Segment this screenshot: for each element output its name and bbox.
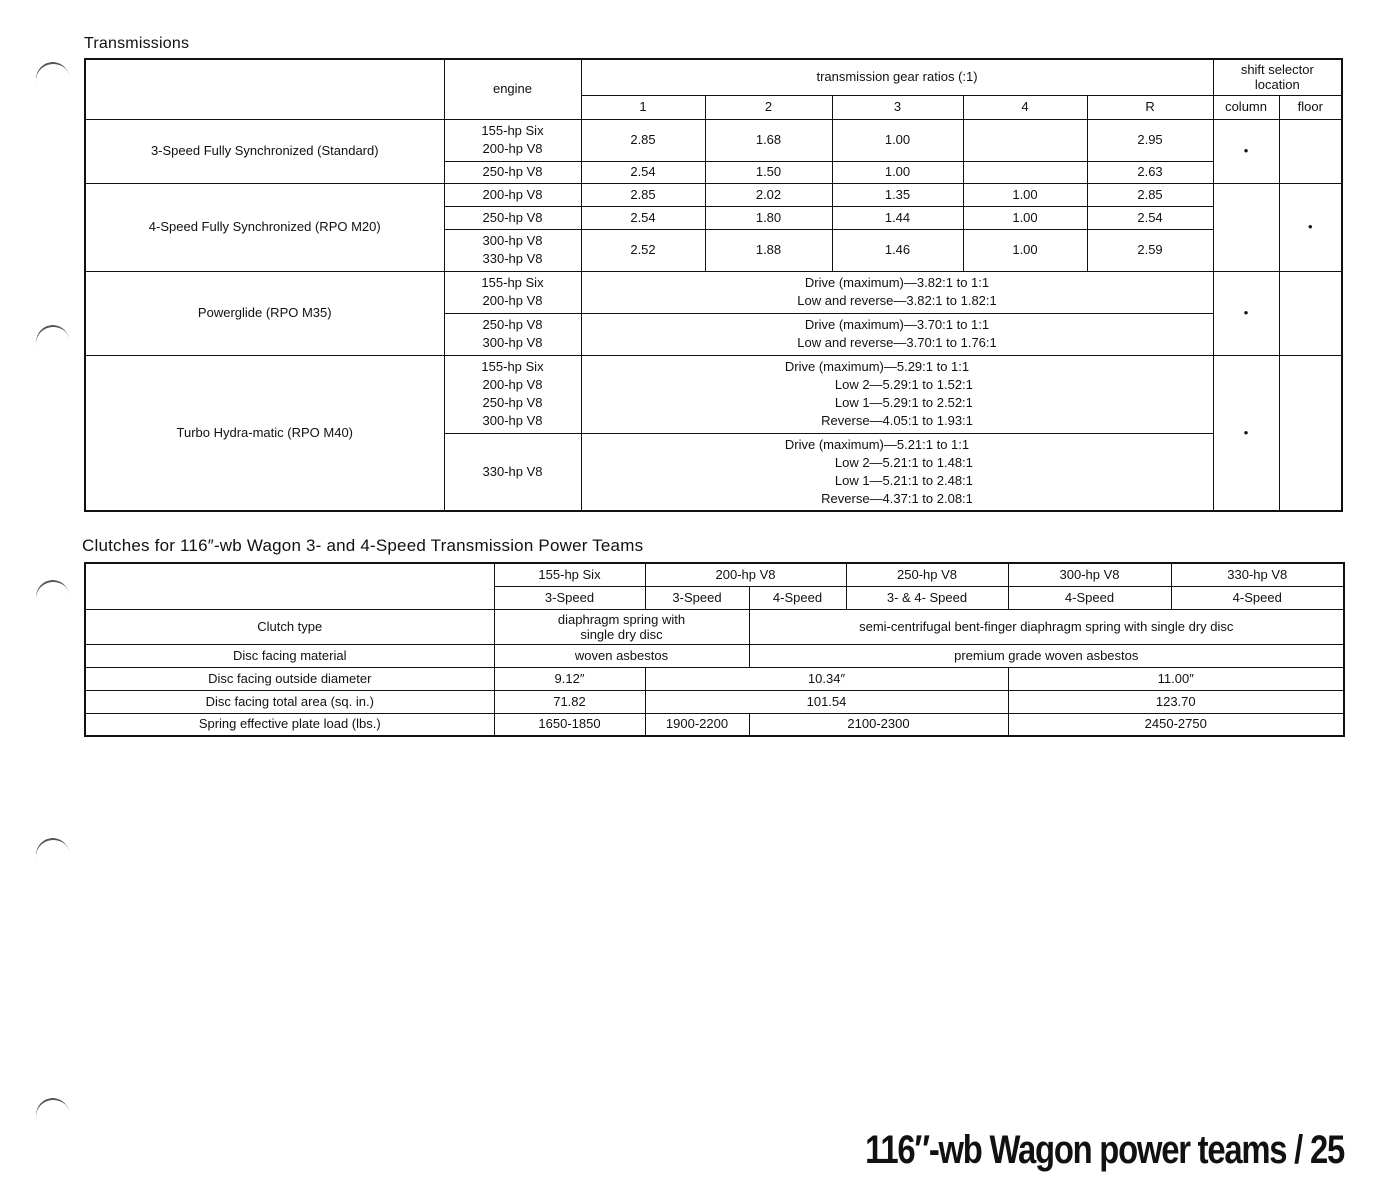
clutch-speed-header: 4-Speed [749, 586, 846, 609]
clutch-header-blank [85, 563, 494, 609]
ratio-cell: 2.52 [581, 229, 705, 271]
clutch-speed-header: 3- & 4- Speed [846, 586, 1008, 609]
three-speed-column-bullet: • [1213, 119, 1279, 183]
engine-cell [444, 355, 581, 433]
facing-material-cell: woven asbestos [494, 644, 749, 667]
ratio-range-cell [581, 271, 1213, 313]
clutch-speed-header: 4-Speed [1008, 586, 1171, 609]
table-row [85, 183, 1342, 206]
ratio-line: Drive (maximum)—3.82:1 to 1:1 [804, 275, 990, 290]
header-gear-r: R [1087, 95, 1213, 119]
table-row [85, 713, 1344, 736]
header-gear-2: 2 [705, 95, 832, 119]
header-engine: engine [444, 59, 581, 119]
ratio-cell: 1.88 [705, 229, 832, 271]
ratio-cell: 1.00 [963, 183, 1087, 206]
clutch-header-row-1 [85, 563, 1344, 586]
ratio-line: Low 1—5.29:1 to 2.52:1 [834, 395, 973, 410]
plate-load-cell: 1650-1850 [494, 713, 645, 736]
outside-diameter-cell: 11.00″ [1008, 667, 1344, 690]
clutches-table [84, 562, 1345, 737]
header-gear-1: 1 [581, 95, 705, 119]
engine-line: 200-hp V8 [482, 141, 543, 156]
ratio-line: Drive (maximum)—3.70:1 to 1:1 [804, 317, 990, 332]
ratio-line: Low 2—5.29:1 to 1.52:1 [834, 377, 973, 392]
punch-hole-4 [33, 835, 74, 877]
engine-line: 330-hp V8 [482, 463, 543, 479]
table-row [85, 119, 1342, 161]
engine-line: 155-hp Six [481, 359, 544, 374]
ratio-cell: 2.85 [1087, 183, 1213, 206]
engine-cell [444, 206, 581, 229]
ratio-cell: 2.54 [581, 161, 705, 183]
outside-diameter-label: Disc facing outside diameter [85, 667, 494, 690]
header-floor: floor [1279, 95, 1342, 119]
clutch-speed-header: 3-Speed [645, 586, 749, 609]
punch-hole-2 [33, 322, 74, 364]
ratio-line: Drive (maximum)—5.29:1 to 1:1 [784, 359, 970, 374]
four-speed-floor-bullet: • [1279, 183, 1342, 271]
engine-line: 330-hp V8 [482, 251, 543, 266]
ratio-cell: 2.85 [581, 119, 705, 161]
three-speed-label: 3-Speed Fully Synchronized (Standard) [85, 119, 444, 183]
ratio-cell: 2.59 [1087, 229, 1213, 271]
clutch-engine-header: 300-hp V8 [1008, 563, 1171, 586]
ratio-cell: 2.54 [581, 206, 705, 229]
total-area-cell: 123.70 [1008, 690, 1344, 713]
engine-line: 250-hp V8 [482, 209, 543, 225]
ratio-cell: 1.50 [705, 161, 832, 183]
ratio-line: Low and reverse—3.70:1 to 1.76:1 [797, 335, 997, 350]
total-area-cell: 101.54 [645, 690, 1008, 713]
engine-line: 200-hp V8 [482, 186, 543, 202]
ratio-cell: 1.35 [832, 183, 963, 206]
ratio-line: Low 1—5.21:1 to 2.48:1 [834, 472, 973, 488]
ratio-cell: 1.80 [705, 206, 832, 229]
ratio-line: Reverse—4.37:1 to 2.08:1 [821, 490, 973, 506]
engine-line: 300-hp V8 [482, 413, 543, 428]
clutch-speed-header: 4-Speed [1171, 586, 1344, 609]
punch-hole-3 [33, 577, 74, 619]
outside-diameter-cell: 9.12″ [494, 667, 645, 690]
powerglide-column-bullet: • [1213, 271, 1279, 355]
ratio-range-cell [581, 355, 1213, 433]
plate-load-cell: 2450-2750 [1008, 713, 1344, 736]
clutch-type-label: Clutch type [85, 609, 494, 644]
ratio-range-cell [581, 313, 1213, 355]
engine-cell [444, 271, 581, 313]
header-gear-4: 4 [963, 95, 1087, 119]
clutch-engine-header: 200-hp V8 [645, 563, 846, 586]
engine-cell [444, 161, 581, 183]
punch-hole-5 [33, 1095, 74, 1137]
engine-cell [444, 183, 581, 206]
table-row [85, 271, 1342, 313]
shift-selector-line: location [1254, 77, 1300, 93]
plate-load-label: Spring effective plate load (lbs.) [85, 713, 494, 736]
header-shift-selector [1213, 59, 1342, 95]
clutch-speed-header: 3-Speed [494, 586, 645, 609]
header-row-1 [85, 59, 1342, 95]
punch-hole-1 [33, 59, 74, 101]
engine-line: 250-hp V8 [482, 395, 543, 410]
engine-line: 155-hp Six [481, 275, 544, 290]
engine-cell [444, 433, 581, 511]
header-blank [85, 59, 444, 119]
total-area-label: Disc facing total area (sq. in.) [85, 690, 494, 713]
plate-load-cell: 1900-2200 [645, 713, 749, 736]
table-row [85, 355, 1342, 433]
engine-cell [444, 313, 581, 355]
engine-line: 300-hp V8 [482, 233, 543, 248]
header-gear-3: 3 [832, 95, 963, 119]
turbo-label: Turbo Hydra-matic (RPO M40) [85, 355, 444, 511]
ratio-line: Reverse—4.05:1 to 1.93:1 [821, 413, 973, 428]
powerglide-label: Powerglide (RPO M35) [85, 271, 444, 355]
engine-line: 155-hp Six [481, 123, 544, 138]
clutch-engine-header: 155-hp Six [494, 563, 645, 586]
table-row [85, 667, 1344, 690]
header-gear-ratios: transmission gear ratios (:1) [581, 59, 1213, 95]
powerglide-floor [1279, 271, 1342, 355]
engine-line: 200-hp V8 [482, 377, 543, 392]
clutches-title: Clutches for 116″-wb Wagon 3- and 4-Speed Transmission Power Teams [82, 536, 644, 555]
ratio-range-cell [581, 433, 1213, 511]
ratio-cell: 2.63 [1087, 161, 1213, 183]
engine-line: 300-hp V8 [482, 335, 543, 350]
ratio-cell: 1.00 [832, 161, 963, 183]
ratio-cell: 1.00 [963, 206, 1087, 229]
clutch-engine-header: 330-hp V8 [1171, 563, 1344, 586]
ratio-line: Drive (maximum)—5.21:1 to 1:1 [784, 436, 970, 452]
ratio-cell: 2.85 [581, 183, 705, 206]
engine-line: 250-hp V8 [482, 164, 543, 179]
ratio-cell: 1.44 [832, 206, 963, 229]
ratio-cell: 1.00 [963, 229, 1087, 271]
outside-diameter-cell: 10.34″ [645, 667, 1008, 690]
clutch-type-line: single dry disc [580, 626, 663, 642]
ratio-cell [963, 161, 1087, 183]
ratio-cell [963, 119, 1087, 161]
transmissions-table [84, 58, 1343, 512]
transmissions-title: Transmissions [84, 35, 190, 52]
total-area-cell: 71.82 [494, 690, 645, 713]
ratio-cell: 1.46 [832, 229, 963, 271]
engine-cell [444, 119, 581, 161]
ratio-cell: 2.95 [1087, 119, 1213, 161]
table-row [85, 644, 1344, 667]
ratio-cell: 2.02 [705, 183, 832, 206]
plate-load-cell: 2100-2300 [749, 713, 1008, 736]
table-row [85, 690, 1344, 713]
ratio-cell: 2.54 [1087, 206, 1213, 229]
table-row [85, 609, 1344, 644]
facing-material-cell: premium grade woven asbestos [749, 644, 1344, 667]
facing-material-label: Disc facing material [85, 644, 494, 667]
four-speed-label: 4-Speed Fully Synchronized (RPO M20) [85, 183, 444, 271]
clutch-type-cell [494, 609, 749, 644]
engine-line: 250-hp V8 [482, 317, 543, 332]
ratio-cell: 1.68 [705, 119, 832, 161]
turbo-floor [1279, 355, 1342, 511]
shift-selector-line: shift selector [1240, 62, 1314, 78]
clutch-engine-header: 250-hp V8 [846, 563, 1008, 586]
turbo-column-bullet: • [1213, 355, 1279, 511]
ratio-line: Low 2—5.21:1 to 1.48:1 [834, 454, 973, 470]
clutch-type-line: diaphragm spring with [557, 611, 686, 627]
header-column: column [1213, 95, 1279, 119]
page-footer-title: 116″-wb Wagon power teams / 25 [865, 1128, 1344, 1172]
clutch-type-cell: semi-centrifugal bent-finger diaphragm spring with single dry disc [749, 609, 1344, 644]
four-speed-column [1213, 183, 1279, 271]
engine-line: 200-hp V8 [482, 293, 543, 308]
engine-cell [444, 229, 581, 271]
three-speed-floor [1279, 119, 1342, 183]
ratio-line: Low and reverse—3.82:1 to 1.82:1 [797, 293, 997, 308]
ratio-cell: 1.00 [832, 119, 963, 161]
